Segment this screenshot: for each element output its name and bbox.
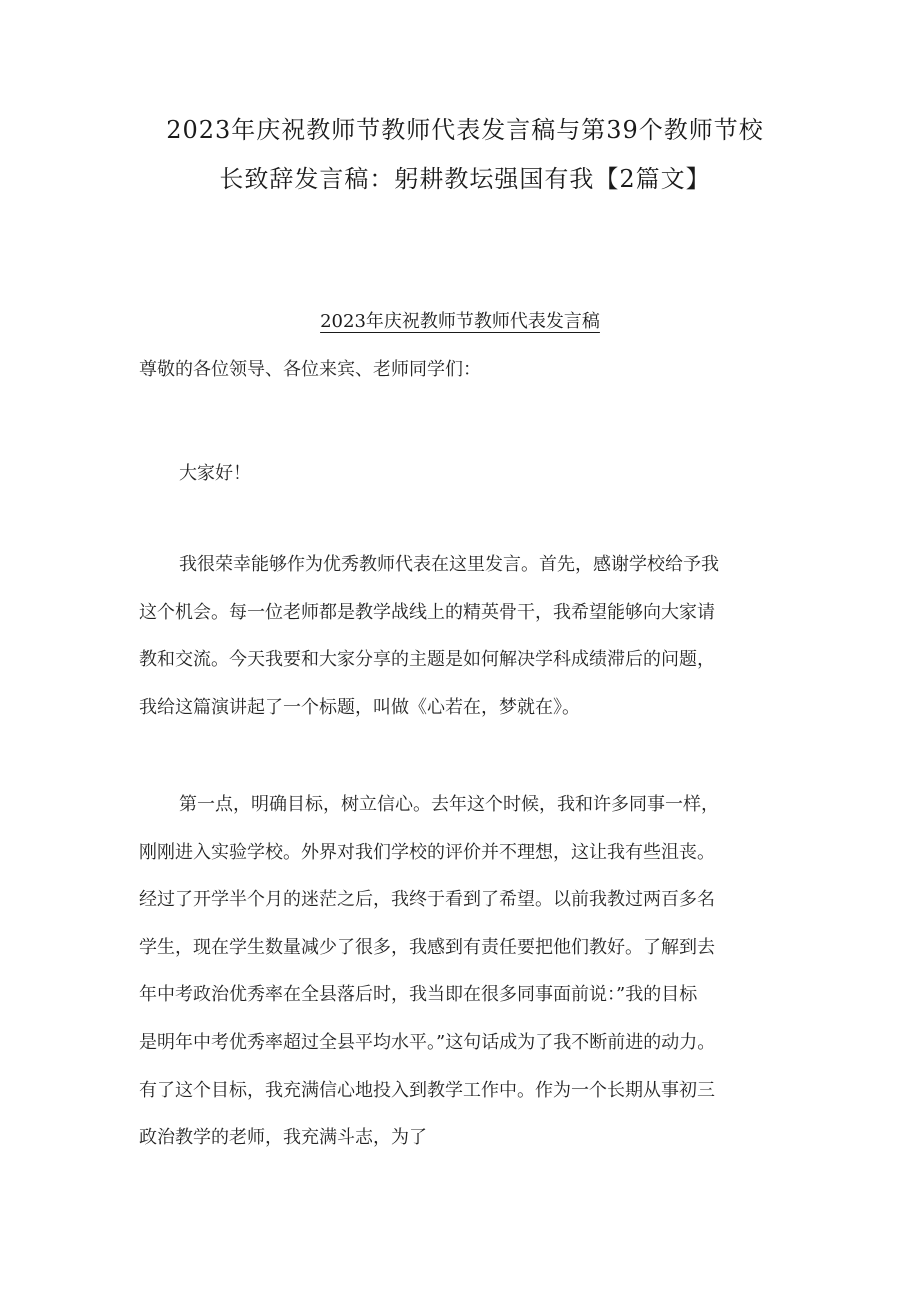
paragraph-line: 我给这篇演讲起了一个标题，叫做《心若在，梦就在》。: [139, 696, 580, 718]
document-title-line-2: 长致辞发言稿：躬耕教坛强国有我【2篇文】: [219, 165, 711, 193]
paragraph-1: [139, 541, 811, 731]
greeting: [139, 450, 811, 498]
paragraph-line: 教和交流。今天我要和大家分享的主题是如何解决学科成绩滞后的问题，: [139, 649, 715, 671]
paragraph-line: 年中考政治优秀率在全县落后时，我当即在很多同事面前说：”我的目标: [139, 984, 698, 1006]
paragraph-line: 有了这个目标，我充满信心地投入到教学工作中。作为一个长期从事初三: [139, 1079, 715, 1101]
salutation: [139, 346, 811, 394]
paragraph-line: 刚刚进入实验学校。外界对我们学校的评价并不理想，这让我有些沮丧。: [139, 841, 715, 863]
paragraph-line: 是明年中考优秀率超过全县平均水平。”这句话成为了我不断前进的动力。: [139, 1031, 716, 1053]
paragraph-line: 我很荣幸能够作为优秀教师代表在这里发言。首先，感谢学校给予我: [179, 554, 719, 575]
speech-subtitle: [140, 307, 780, 337]
paragraph-line: 这个机会。每一位老师都是教学战线上的精英骨干，我希望能够向大家请: [139, 601, 715, 623]
greeting-text: 大家好！: [179, 463, 251, 484]
salutation-text: 尊敬的各位领导、各位来宾、老师同学们：: [139, 359, 481, 380]
paragraph-line: 经过了开学半个月的迷茫之后，我终于看到了希望。以前我教过两百多名: [139, 889, 715, 911]
paragraph-line: 学生，现在学生数量减少了很多，我感到有责任要把他们教好。了解到去: [139, 936, 715, 958]
paragraph-line: 政治教学的老师，我充满斗志，为了: [139, 1127, 427, 1149]
paragraph-line: 第一点，明确目标，树立信心。去年这个时候，我和许多同事一样，: [179, 794, 719, 815]
document-title: [120, 106, 810, 204]
document-title-line-1: 2023年庆祝教师节教师代表发言稿与第39个教师节校: [166, 116, 764, 144]
paragraph-2: [139, 781, 811, 1162]
speech-subtitle-text: 2023年庆祝教师节教师代表发言稿: [320, 311, 600, 332]
